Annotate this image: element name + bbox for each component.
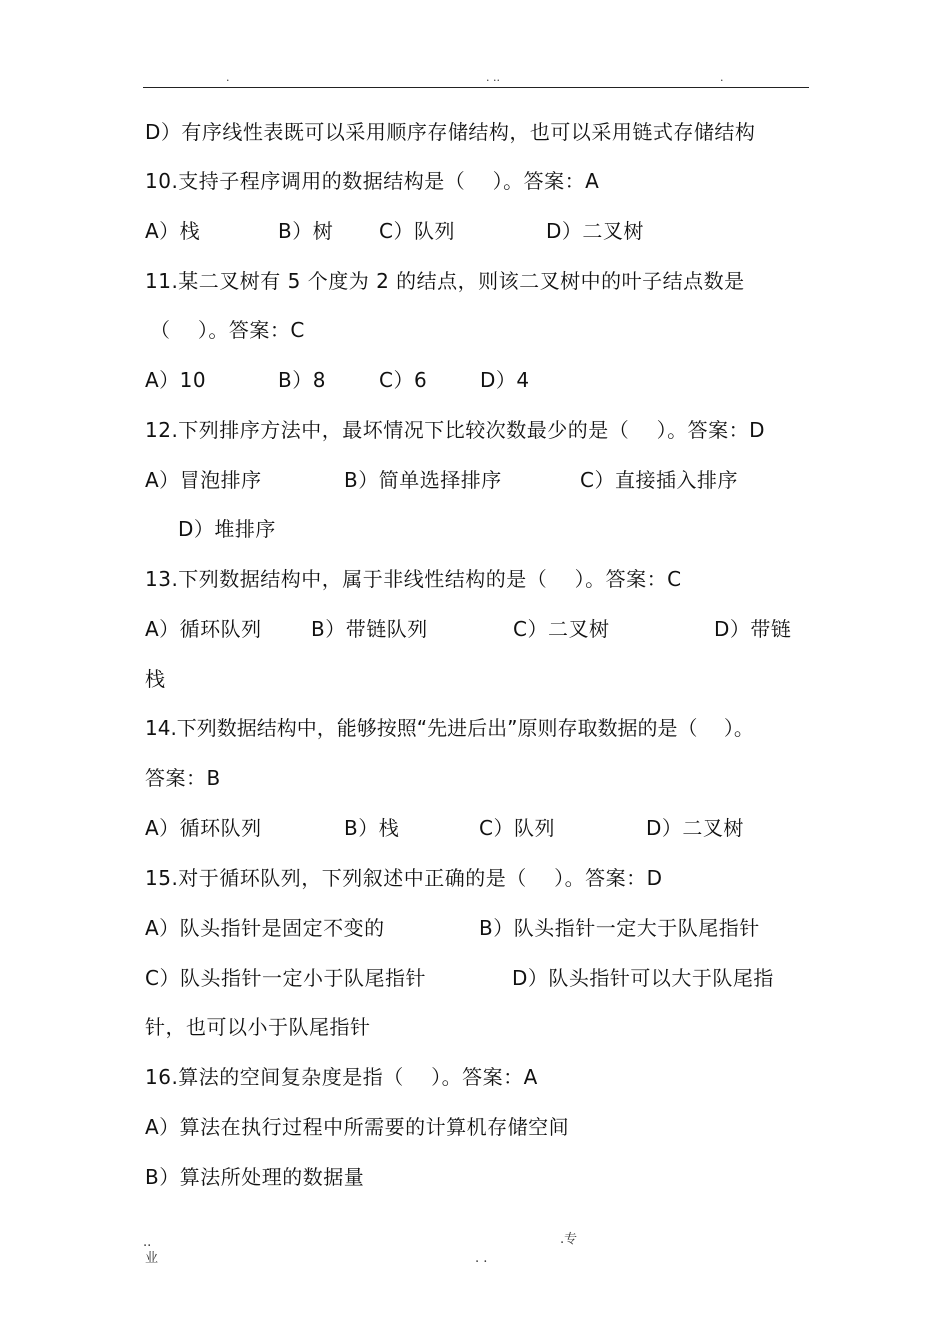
footer-mark-left-top: .. [143,1235,152,1250]
header-mark-left: . [226,71,230,84]
q13-option-a: A）循环队列 [145,617,262,641]
footer-mark-left-bottom: 业 [145,1251,159,1266]
q15-option-a: A）队头指针是固定不变的 [145,916,385,940]
q13-option-d-cont: 栈 [145,667,166,691]
question-12: 12.下列排序方法中，最坏情况下比较次数最少的是（ ）。答案：D [145,418,766,442]
question-14-answer: 答案：B [145,766,221,790]
q14-option-d: D）二叉树 [646,816,744,840]
question-10: 10.支持子程序调用的数据结构是（ ）。答案：A [145,169,600,193]
q11-option-c: C）6 [379,368,428,392]
q13-option-b: B）带链队列 [311,617,428,641]
q15-option-d-cont: 针，也可以小于队尾指针 [145,1015,371,1039]
question-14: 14.下列数据结构中，能够按照“先进后出”原则存取数据的是（ ）。 [145,716,754,740]
q13-option-c: C）二叉树 [513,617,610,641]
q10-option-d: D）二叉树 [546,219,644,243]
q12-option-b: B）简单选择排序 [344,468,502,492]
q16-option-b: B）算法所处理的数据量 [145,1165,365,1189]
question-15: 15.对于循环队列，下列叙述中正确的是（ ）。答案：D [145,866,663,890]
q11-option-b: B）8 [278,368,326,392]
q15-option-b: B）队头指针一定大于队尾指针 [479,916,760,940]
question-11: 11.某二叉树有 5 个度为 2 的结点，则该二叉树中的叶子结点数是 [145,269,745,293]
q16-option-a: A）算法在执行过程中所需要的计算机存储空间 [145,1115,570,1139]
question-13: 13.下列数据结构中，属于非线性结构的是（ ）。答案：C [145,567,682,591]
header-mark-right: . [720,71,724,84]
q14-option-a: A）循环队列 [145,816,262,840]
question-11-cont: （ ）。答案：C [150,318,305,342]
q11-option-a: A）10 [145,368,207,392]
q12-option-c: C）直接插入排序 [580,468,738,492]
question-16: 16.算法的空间复杂度是指（ ）。答案：A [145,1065,538,1089]
q14-option-c: C）队列 [479,816,555,840]
q14-option-b: B）栈 [344,816,400,840]
q15-option-d: D）队头指针可以大于队尾指 [512,966,774,990]
option-line-d-prev: D）有序线性表既可以采用顺序存储结构，也可以采用链式存储结构 [145,120,756,144]
q10-option-c: C）队列 [379,219,455,243]
q10-option-b: B）树 [278,219,334,243]
header-mark-center: . .. [486,71,500,84]
q15-option-c: C）队头指针一定小于队尾指针 [145,966,426,990]
q13-option-d: D）带链 [714,617,792,641]
footer-mark-center-top: .专 [560,1232,578,1247]
q12-option-a: A）冒泡排序 [145,468,262,492]
footer-mark-center-bottom: . . [475,1251,488,1266]
header-rule [143,87,809,88]
q10-option-a: A）栈 [145,219,201,243]
q11-option-d: D）4 [480,368,530,392]
q12-option-d: D）堆排序 [178,517,276,541]
